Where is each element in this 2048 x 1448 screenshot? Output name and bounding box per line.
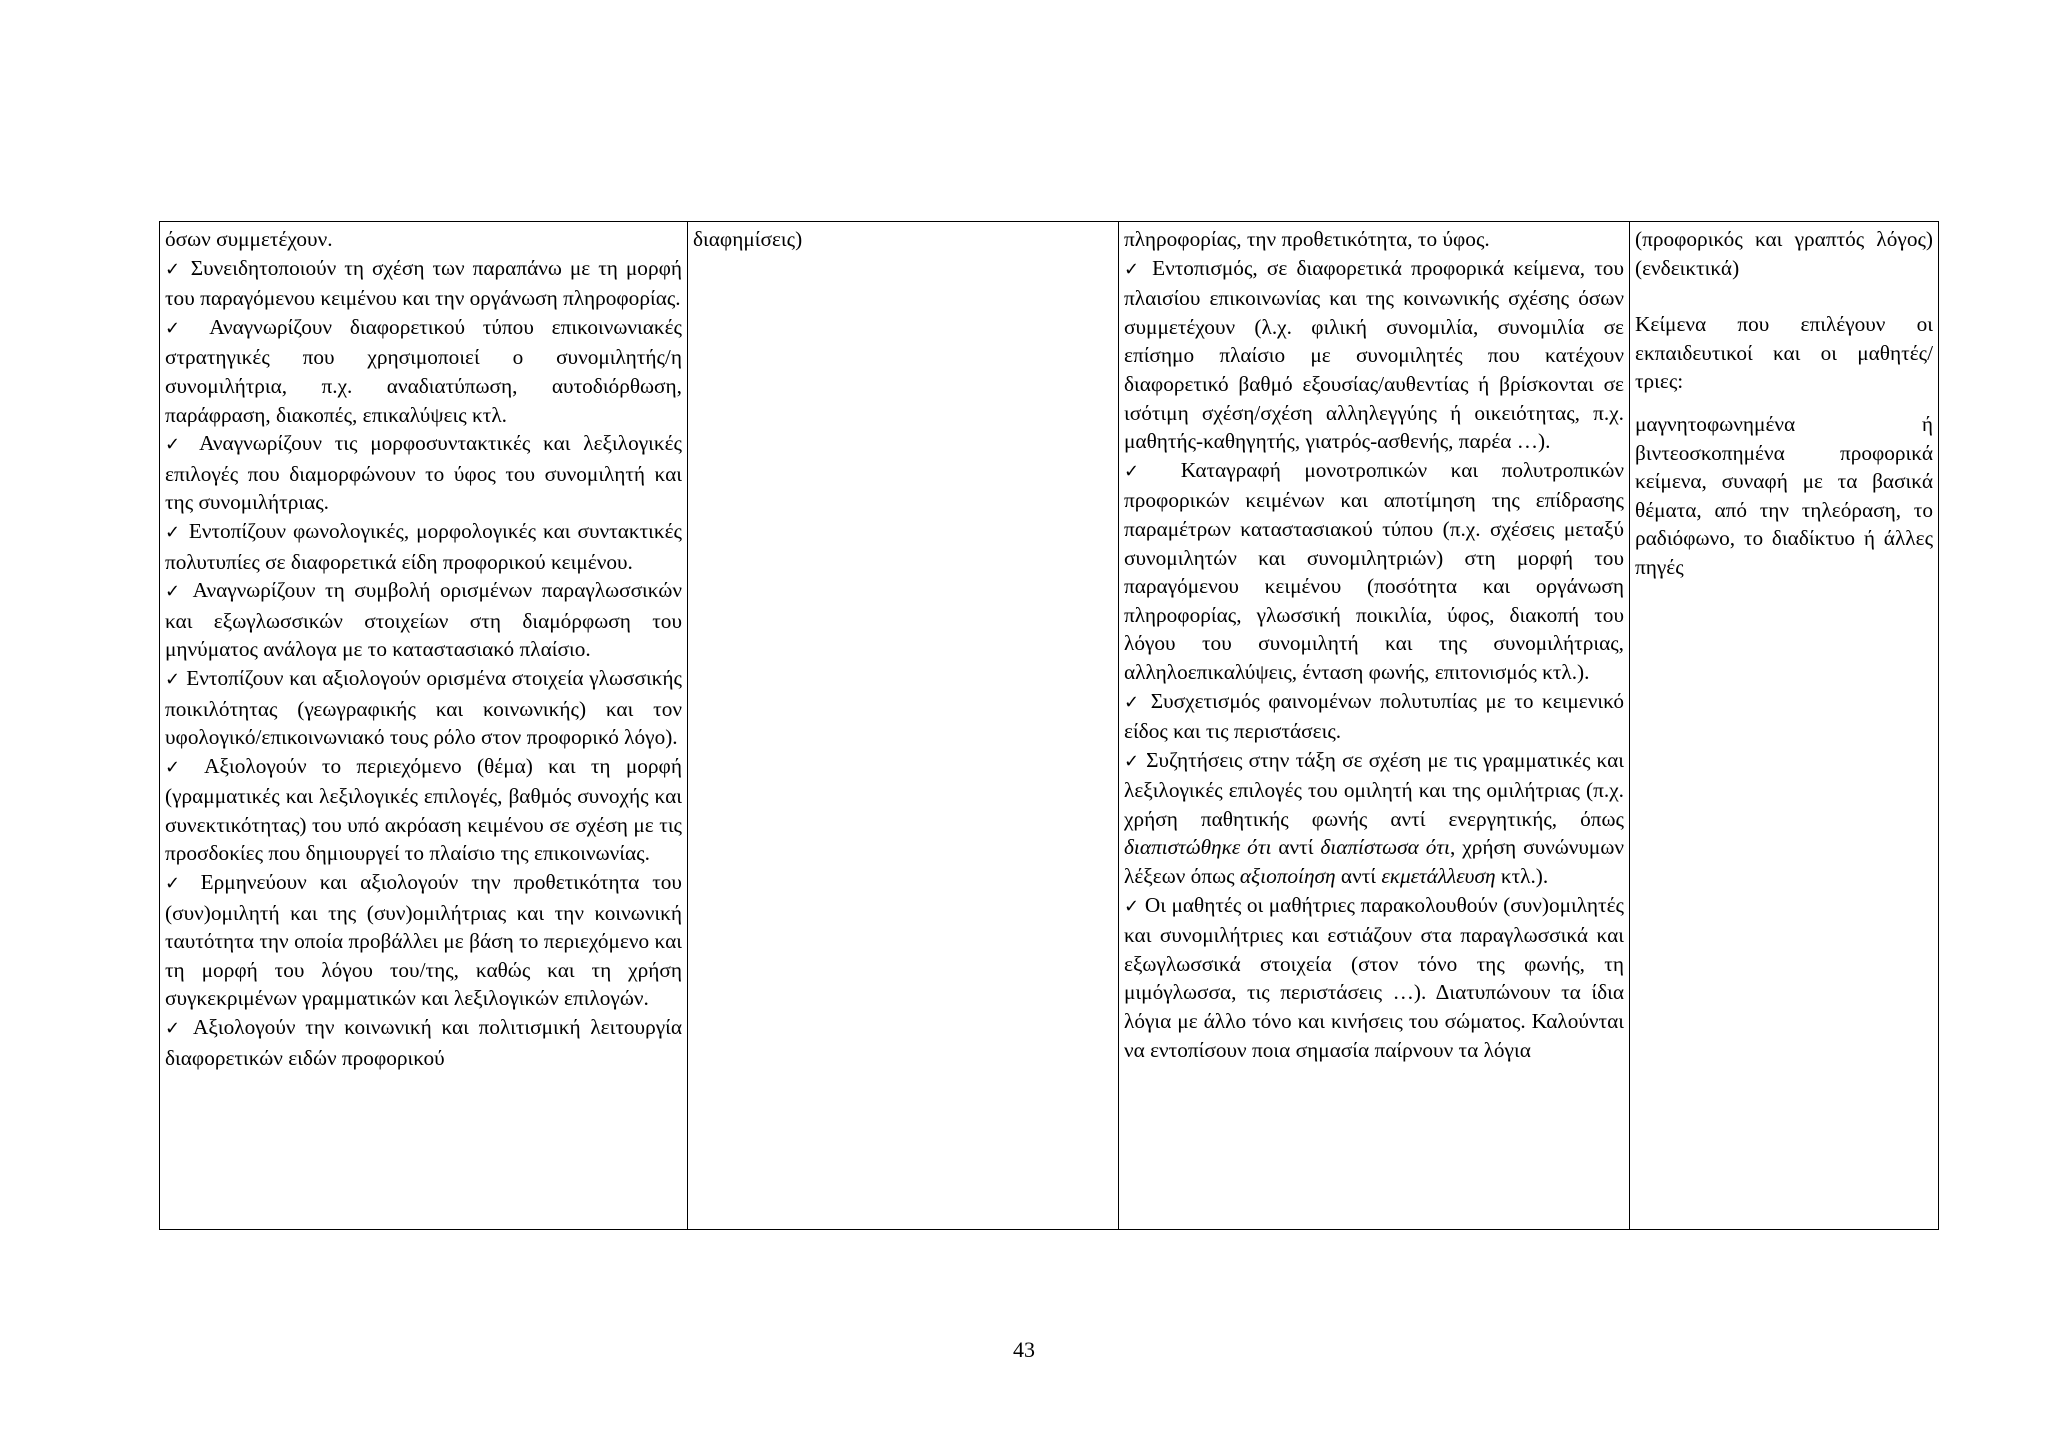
table-row (160, 222, 1939, 1230)
col1-item-text: Εντοπίζουν φωνολογικές, μορφολογικές και συντακτικές πολυτυπίες σε διαφορετικά είδη προφορικού κειμένου. (165, 518, 682, 574)
col1-item-text: Εντοπίζουν και αξιολογούν ορισμένα στοιχεία γλωσσικής ποικιλότητας (γεωγραφικής και κοινωνικής) και τον υφολογικό/επικοινωνιακό τους ρόλο στον προφορικό λόγο). (165, 665, 682, 750)
checkmark-icon: ✓ (1124, 258, 1143, 280)
col3-item-2 (1124, 456, 1624, 687)
checkmark-icon: ✓ (165, 1018, 185, 1040)
col3-item-3 (1124, 687, 1624, 746)
col1-item (165, 576, 682, 664)
col3-item-2-text: Καταγραφή μονοτροπικών και πολυτροπικών προφορικών κειμένων και αποτίμηση της επίδρασης παραμέτρων καταστασιακού τύπου (π.χ. σχέσεις μεταξύ συνομιλητών και συνομιλητριών) στη μορφή του παραγόμενου κειμένου (ποσότητα και οργάνωση πληροφορίας, γλωσσική ποικιλία, ύφος, διακοπή του λόγου του συνομιλητή και της συνομιλήτριας, αλληλοεπικαλύψεις, ένταση φωνής, επιτονισμός κτλ.). (1124, 457, 1624, 684)
col1-item (165, 868, 682, 1013)
checkmark-icon: ✓ (1124, 460, 1158, 482)
col1-item-list (165, 254, 682, 1073)
col1-item (165, 429, 682, 517)
col1-item (165, 1013, 682, 1072)
col2-text: διαφημίσεις) (693, 227, 803, 251)
activities-cell (1119, 222, 1630, 1230)
checkmark-icon: ✓ (165, 434, 188, 456)
checkmark-icon: ✓ (1124, 895, 1140, 917)
col3-item-3-text: Συσχετισμός φαινομένων πολυτυπίας με το κειμενικό είδος και τις περιστάσεις. (1124, 688, 1624, 744)
col1-item-text: Αξιολογούν το περιεχόμενο (θέμα) και τη μορφή (γραμματικές και λεξιλογικές επιλογές, βαθμός συνοχής και συνεκτικότητας) του υπό ακρόαση κειμένου σε σχέση με τις προσδοκίες που δημιουργεί το πλαίσιο της επικοινωνίας. (165, 753, 682, 866)
col1-item-text: Αξιολογούν την κοινωνική και πολιτισμική λειτουργία διαφορετικών ειδών προφορικού (165, 1015, 682, 1070)
col1-lead: όσων συμμετέχουν. (165, 227, 333, 251)
col3-item-4: ✓ Συζητήσεις στην τάξη σε σχέση με τις γραμματικές και λεξιλογικές επιλογές του ομιλητή και της ομιλήτριας (π.χ. χρήση παθητικής φωνής αντί ενεργητικής, όπως διαπιστώθηκε ότι αντί διαπίστωσα ότι, χρήση συνώνυμων λέξεων όπως αξιοποίηση αντί εκμετάλλευση κτλ.). (1124, 747, 1624, 889)
checkmark-icon: ✓ (165, 581, 185, 603)
col3-item-5-text: Οι μαθητές οι μαθήτριες παρακολουθούν (συν)ομιλητές και συνομιλήτριες και εστιάζουν στα παραγλωσσικά και εξωγλωσσικά στοιχεία (στον τόνο της φωνής, τη μιμόγλωσσα, τις περιστάσεις …). Διατυπώνουν τα ίδια λόγια με άλλο τόνο και κινήσεις του σώματος. Καλούνται να εντοπίσουν ποια σημασία παίρνουν τα λόγια (1124, 892, 1624, 1062)
checkmark-icon: ✓ (165, 317, 193, 339)
curriculum-table (159, 221, 1939, 1230)
checkmark-icon: ✓ (1124, 750, 1140, 772)
col3-item-1 (1124, 254, 1624, 456)
checkmark-icon: ✓ (165, 756, 191, 778)
checkmark-icon: ✓ (165, 668, 181, 690)
checkmark-icon: ✓ (165, 873, 188, 895)
col4-paragraph-3: μαγνητοφωνημένα ή βιντεοσκοπημένα προφορικά κείμενα, συναφή με τα βασικά θέματα, από την τηλεόραση, το ραδιόφωνο, το διαδίκτυο ή άλλες πηγές (1635, 411, 1933, 579)
topics-cell (688, 222, 1119, 1230)
checkmark-icon: ✓ (165, 258, 183, 280)
col4-paragraph-1: (προφορικός και γραπτός λόγος) (ενδεικτικά) (1635, 227, 1933, 280)
col1-item (165, 313, 682, 429)
col1-item (165, 664, 682, 752)
col1-item-text: Αναγνωρίζουν τις μορφοσυντακτικές και λεξιλογικές επιλογές που διαμορφώνουν το ύφος του συνομιλητή και της συνομιλήτριας. (165, 431, 682, 515)
col1-item-text: Αναγνωρίζουν τη συμβολή ορισμένων παραγλωσσικών και εξωγλωσσικών στοιχείων στη διαμόρφωση του μηνύματος ανάλογα με το καταστασιακό πλαίσιο. (165, 578, 682, 662)
page-number: 43 (1013, 1337, 1035, 1362)
col1-item (165, 517, 682, 576)
col1-item-text: Αναγνωρίζουν διαφορετικού τύπου επικοινωνιακές στρατηγικές που χρησιμοποιεί ο συνομιλητής/η συνομιλήτρια, π.χ. αναδιατύπωση, αυτοδιόρθωση, παράφραση, διακοπές, επικαλύψεις κτλ. (165, 314, 682, 427)
materials-cell (1630, 222, 1939, 1230)
col1-item (165, 254, 682, 313)
col4-paragraph-2: Κείμενα που επιλέγουν οι εκπαιδευτικοί και οι μαθητές/τριες: (1635, 312, 1933, 394)
checkmark-icon: ✓ (165, 521, 182, 543)
col3-item-1-text: Εντοπισμός, σε διαφορετικά προφορικά κείμενα, του πλαισίου επικοινωνίας και της κοινωνικής σχέσης όσων συμμετέχουν (λ.χ. φιλική συνομιλία, συνομιλία σε επίσημο πλαίσιο με συνομιλητές που κατέχουν διαφορετικό βαθμό εξουσίας/αυθεντίας ή βρίσκονται σε ισότιμη σχέση/σχέση αλληλεγγύης ή οικειότητας, π.χ. μαθητής-καθηγητής, γιατρός-ασθενής, παρέα …). (1124, 255, 1624, 454)
checkmark-icon: ✓ (1124, 691, 1143, 713)
learning-outcomes-cell (160, 222, 688, 1230)
col3-lead: πληροφορίας, την προθετικότητα, το ύφος. (1124, 227, 1490, 251)
col3-item-5 (1124, 891, 1624, 1065)
col1-item-text: Ερμηνεύουν και αξιολογούν την προθετικότητα του (συν)ομιλητή και της (συν)ομιλήτριας και την κοινωνική ταυτότητα την οποία προβάλλει με βάση το περιεχόμενο και τη μορφή του λόγου του/της, καθώς και τη χρήση συγκεκριμένων γραμματικών και λεξιλογικών επιλογών. (165, 870, 682, 1011)
col1-item-text: Συνειδητοποιούν τη σχέση των παραπάνω με τη μορφή του παραγόμενου κειμένου και την οργάνωση πληροφορίας. (165, 255, 682, 311)
col1-item (165, 752, 682, 868)
